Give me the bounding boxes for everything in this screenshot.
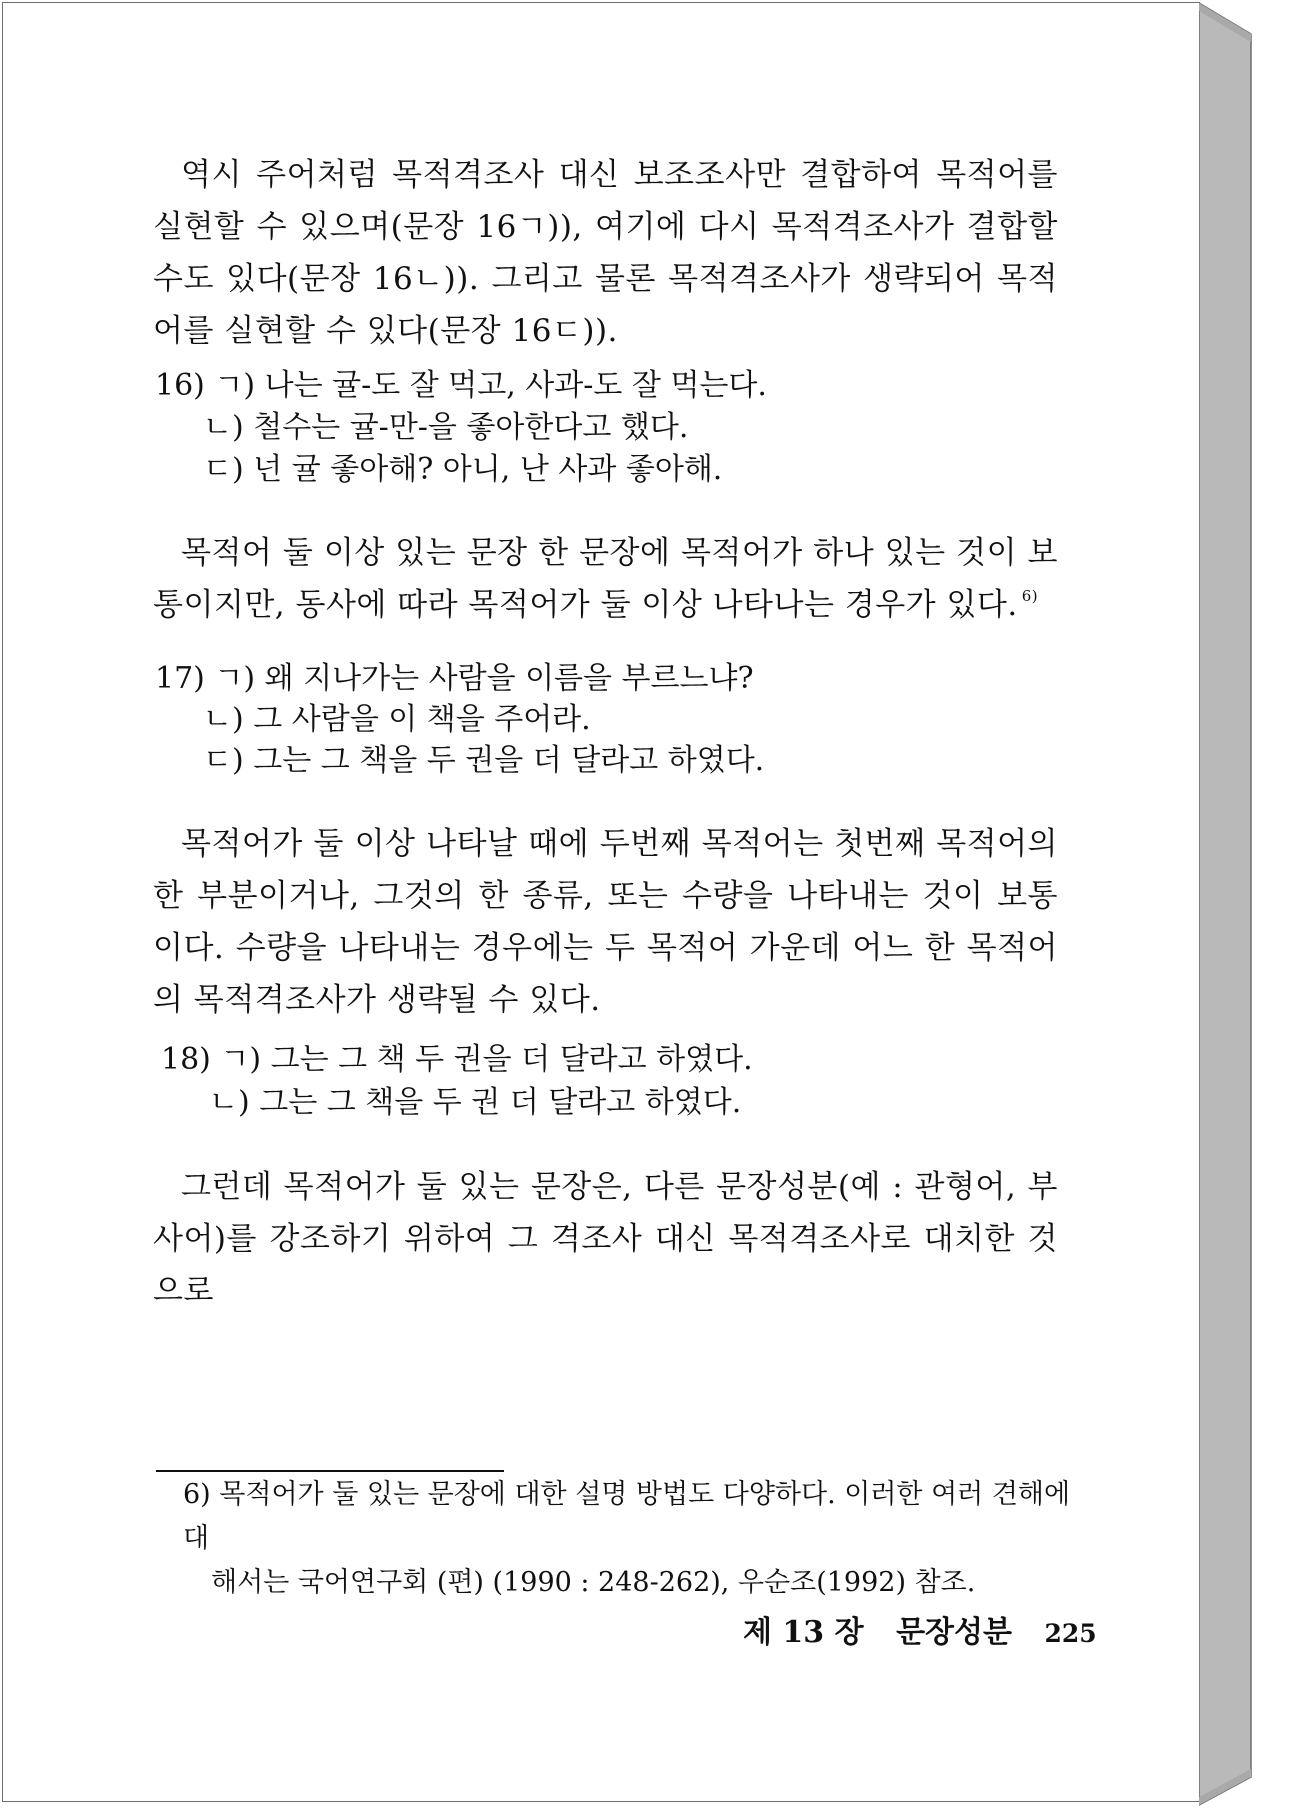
footnote-marker-6: 6) [1021,587,1039,605]
footnote-rule [156,1470,504,1472]
example-16c: ㄷ) 넌 귤 좋아해? 아니, 난 사과 좋아해. [203,452,723,487]
footnote-line-1: 6) 목적어가 둘 있는 문장에 대한 설명 방법도 다양하다. 이러한 여러 견해에 대 [183,1479,1071,1554]
example-17a: 17) ㄱ) 왜 지나가는 사람을 이름을 부르느냐? [155,661,754,696]
example-16a: 16) ㄱ) 나는 귤-도 잘 먹고, 사과-도 잘 먹는다. [155,368,767,403]
paragraph-2-body: 목적어 둘 이상 있는 문장 한 문장에 목적어가 하나 있는 것이 보통이지만, 동사에 따라 목적어가 둘 이상 나타나는 경우가 있다. [153,535,1058,623]
paragraph-2 [153,527,1058,636]
example-18b: ㄴ) 그는 그 책을 두 권 더 달라고 하였다. [209,1085,742,1120]
paragraph-3 [153,818,1058,1026]
book-page [2,2,1200,1802]
page-number: 225 [1044,1619,1097,1648]
footer-chapter: 제 13 장 [743,1615,864,1650]
example-17b: ㄴ) 그 사람을 이 책을 주어라. [203,702,591,737]
paragraph-4 [153,1161,1058,1317]
paragraph-3-text: 목적어가 둘 이상 나타날 때에 두번째 목적어는 첫번째 목적어의 한 부분이거나, 그것의 한 종류, 또는 수량을 나타내는 것이 보통이다. 수량을 나타내는 경우에는 두 목적어 가운데 어느 한 목적어의 목적격조사가 생략될 수 있다. [153,826,1058,1018]
example-18a: 18) ㄱ) 그는 그 책 두 권을 더 달라고 하였다. [161,1042,753,1077]
footer-title: 문장성분 [896,1615,1012,1650]
paragraph-2-text [153,527,1058,636]
example-17c: ㄷ) 그는 그 책을 두 권을 더 달라고 하였다. [203,743,765,778]
footnote-line-2: 해서는 국어연구회 (편) (1990 : 248-262), 우순조(1992) 참조. [211,1567,976,1598]
footnote-6 [183,1473,1073,1605]
paragraph-4-text: 그런데 목적어가 둘 있는 문장은, 다른 문장성분(예 : 관형어, 부사어)를 강조하기 위하여 그 격조사 대신 목적격조사로 대치한 것으로 [153,1169,1058,1309]
book-spine-shape [1199,2,1299,1808]
running-footer [743,1607,1097,1651]
example-16b: ㄴ) 철수는 귤-만-을 좋아한다고 했다. [203,410,689,445]
paragraph-1 [153,149,1058,357]
paragraph-1-text: 역시 주어처럼 목적격조사 대신 보조조사만 결합하여 목적어를 실현할 수 있으며(문장 16ㄱ)), 여기에 다시 목적격조사가 결합할 수도 있다(문장 16ㄴ)). 그리고 물론 목적격조사가 생략되어 목적어를 실현할 수 있다(문장 16ㄷ)). [153,157,1058,349]
